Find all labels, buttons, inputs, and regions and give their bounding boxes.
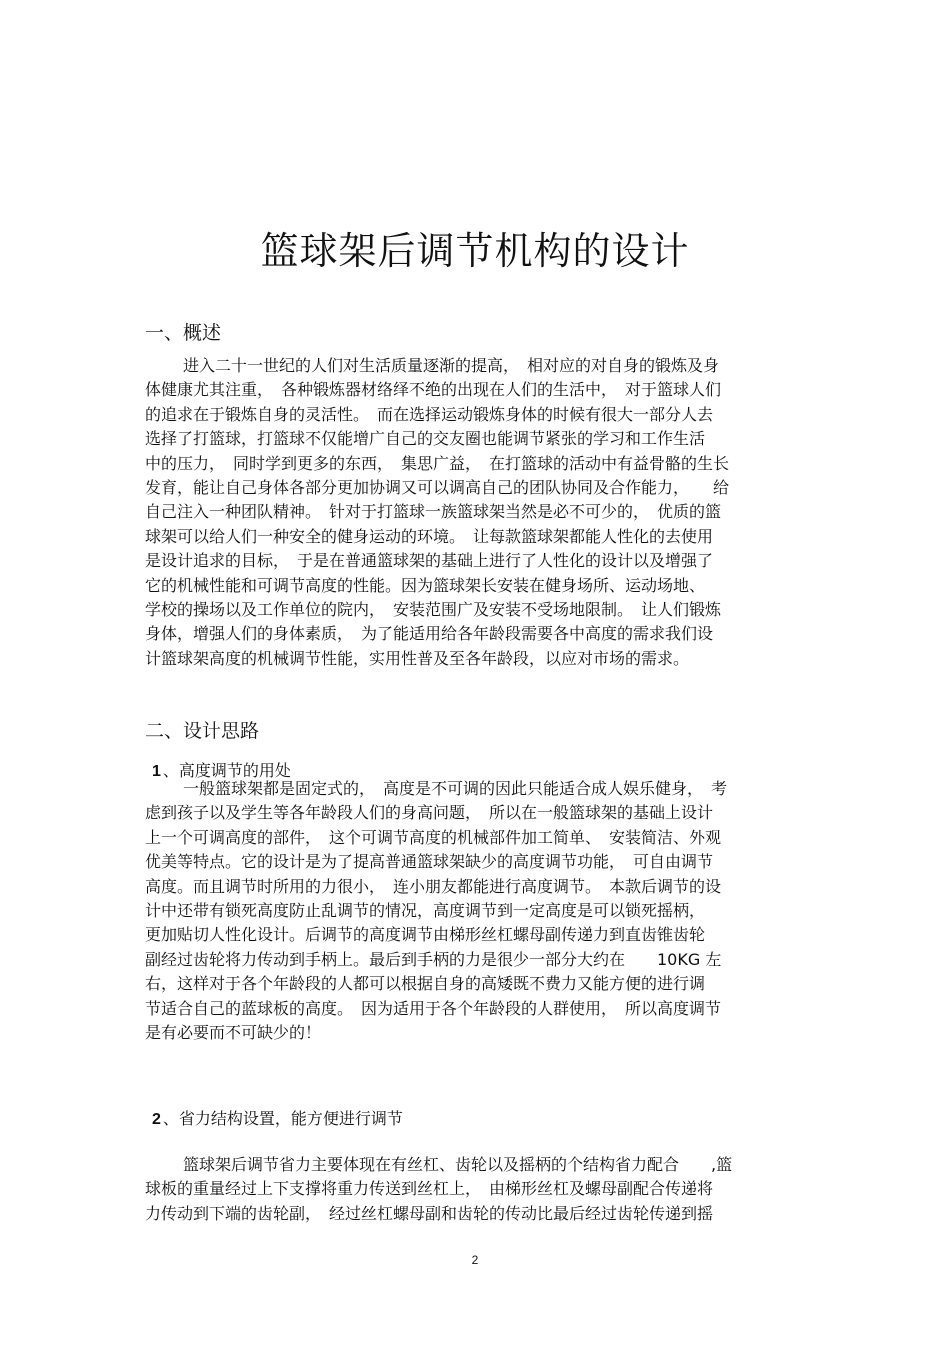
paragraph-line: 上一个可调高度的部件， 这个可调节高度的机械部件加工简单、 安装简洁、外观: [145, 827, 722, 847]
paragraph-line: 虑到孩子以及学生等各年龄段人们的身高问题， 所以在一般篮球架的基础上设计: [145, 803, 714, 823]
paragraph-line: 是有必要而不可缺少的！: [145, 1023, 322, 1043]
paragraph-line: 自己注入一种团队精神。 针对于打篮球一族篮球架当然是必不可少的， 优质的篮: [145, 502, 722, 522]
paragraph-line: 身体，增强人们的身体素质， 为了能适用给各年龄段需要各中高度的需求我们设: [145, 624, 714, 644]
paragraph-line: 计篮球架高度的机械调节性能，实用性普及至各年龄段，以应对市场的需求。: [145, 648, 690, 668]
paragraph-line: 发育，能让自己身体各部分更加协调又可以调高自己的团队协同及合作能力， 给: [145, 478, 730, 498]
paragraph-line: 计中还带有锁死高度防止乱调节的情况，高度调节到一定高度是可以锁死摇柄，: [145, 901, 706, 921]
labor-saving-paragraph: [145, 1153, 810, 1226]
paragraph-line: 优美等特点。它的设计是为了提高普通篮球架缺少的高度调节功能， 可自由调节: [145, 852, 714, 872]
paragraph-line: 学校的操场以及工作单位的院内， 安装范围广及安装不受场地限制。 让人们锻炼: [145, 600, 722, 620]
subsection-title: 、省力结构设置，能方便进行调节: [162, 1109, 403, 1128]
subsection-number: 1: [152, 763, 161, 780]
paragraph-line: 进入二十一世纪的人们对生活质量逐渐的提高， 相对应的对自身的锻炼及身: [183, 356, 720, 375]
section-heading-overview: 一、概述: [145, 322, 222, 344]
paragraph-line: 节适合自己的蓝球板的高度。 因为适用于各个年龄段的人群使用， 所以高度调节: [145, 998, 722, 1018]
paragraph-line: 球架可以给人们一种安全的健身运动的环境。 让每款篮球架都能人性化的去使用: [145, 526, 714, 546]
document-title: 篮球架后调节机构的设计: [260, 229, 690, 273]
paragraph-line: 更加贴切人性化设计。后调节的高度调节由梯形丝杠螺母副传递力到直齿锥齿轮: [145, 925, 706, 945]
paragraph-line: 的追求在于锻炼自身的灵活性。 而在选择运动锻炼身体的时候有很大一部分人去: [145, 404, 714, 424]
subsection-number: 2: [152, 1111, 161, 1128]
paragraph-line: 它的机械性能和可调节高度的性能。因为篮球架长安装在健身场所、运动场地、: [145, 575, 706, 595]
paragraph-line: 是设计追求的目标， 于是在普通篮球架的基础上进行了人性化的设计以及增强了: [145, 551, 714, 571]
paragraph-line: 力传动到下端的齿轮副， 经过丝杠螺母副和齿轮的传动比最后经过齿轮传递到摇: [145, 1203, 714, 1223]
subsection-title: 、高度调节的用处: [162, 761, 291, 780]
subsection-heading-labor-saving-structure: [152, 1106, 403, 1129]
paragraph-line: 副经过齿轮将力传动到手柄上。最后到手柄的力是很少一部分大约在 10KG 左: [145, 949, 722, 969]
paragraph-line: 一般篮球架都是固定式的， 高度是不可调的因此只能适合成人娱乐健身， 考: [183, 779, 728, 798]
paragraph-line: 右，这样对于各个年龄段的人都可以根据自身的高矮既不费力又能方便的进行调: [145, 974, 706, 994]
paragraph-line: 篮球架后调节省力主要体现在有丝杠、齿轮以及摇柄的个结构省力配合 ,篮: [183, 1155, 733, 1174]
paragraph-line: 中的压力， 同时学到更多的东西， 集思广益， 在打篮球的活动中有益骨骼的生长: [145, 453, 730, 473]
paragraph-line: 选择了打篮球，打篮球不仅能增广自己的交友圈也能调节紧张的学习和工作生活: [145, 429, 706, 449]
height-adjustment-paragraph: [145, 777, 810, 1045]
page-number: 2: [471, 1253, 479, 1267]
paragraph-line: 体健康尤其注重， 各种锻炼器材络绎不绝的出现在人们的生活中， 对于篮球人们: [145, 380, 722, 400]
overview-paragraph: [145, 354, 810, 671]
paragraph-line: 球板的重量经过上下支撑将重力传送到丝杠上， 由梯形丝杠及螺母副配合传递将: [145, 1179, 714, 1199]
section-heading-design-ideas: 二、设计思路: [145, 720, 260, 742]
paragraph-line: 高度。而且调节时所用的力很小， 连小朋友都能进行高度调节。 本款后调节的设: [145, 876, 722, 896]
